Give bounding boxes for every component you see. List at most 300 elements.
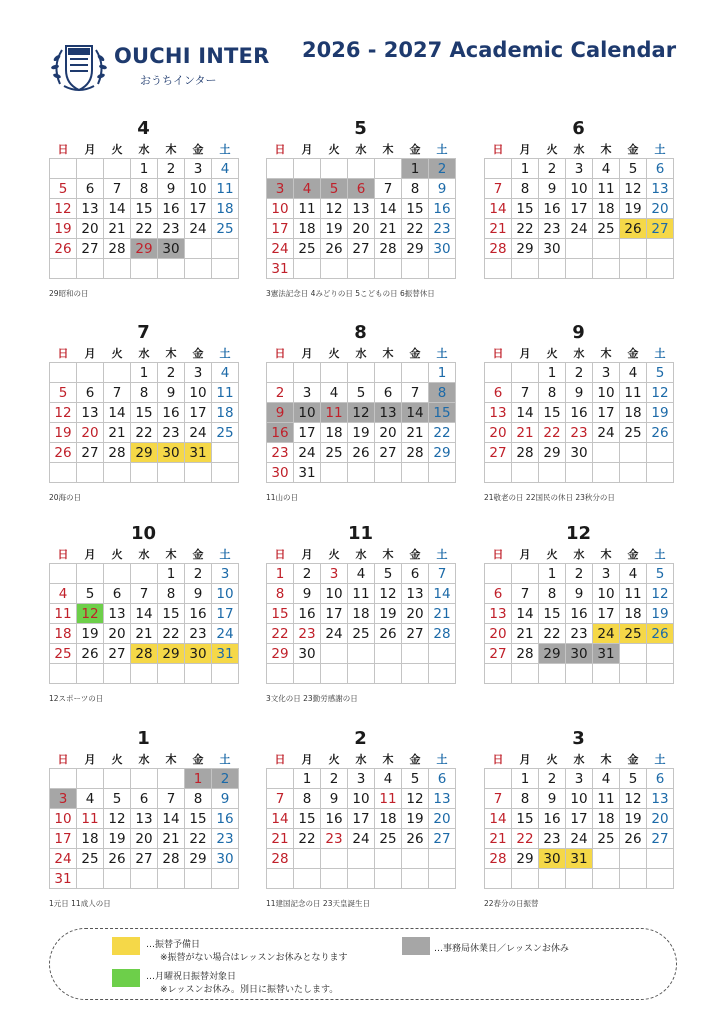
day-cell: 25 — [212, 423, 239, 443]
day-cell: 13 — [485, 403, 512, 423]
day-cell: 18 — [212, 403, 239, 423]
day-cell: 2 — [566, 363, 593, 383]
day-cell: 9 — [429, 179, 456, 199]
day-cell — [402, 363, 429, 383]
day-cell: 27 — [429, 829, 456, 849]
day-cell — [485, 259, 512, 279]
day-cell: 28 — [131, 644, 158, 664]
day-cell — [294, 869, 321, 889]
day-cell: 1 — [267, 564, 294, 584]
day-cell: 25 — [620, 624, 647, 644]
day-cell: 8 — [512, 789, 539, 809]
day-cell — [539, 463, 566, 483]
day-cell: 6 — [348, 179, 375, 199]
weekday-header: 土 — [436, 347, 448, 360]
day-cell: 12 — [50, 199, 77, 219]
day-cell: 25 — [593, 219, 620, 239]
day-cell: 10 — [321, 584, 348, 604]
day-cell: 16 — [294, 604, 321, 624]
day-cell: 17 — [212, 604, 239, 624]
day-cell: 14 — [158, 809, 185, 829]
day-cell: 30 — [267, 463, 294, 483]
day-cell: 1 — [158, 564, 185, 584]
day-cell: 2 — [267, 383, 294, 403]
day-cell: 12 — [620, 179, 647, 199]
day-cell — [158, 259, 185, 279]
weekday-header: 月 — [519, 753, 531, 766]
day-cell — [104, 259, 131, 279]
day-cell — [593, 849, 620, 869]
day-cell — [593, 869, 620, 889]
logo — [48, 40, 270, 96]
day-cell: 12 — [104, 809, 131, 829]
day-cell: 28 — [158, 849, 185, 869]
month-table — [266, 140, 456, 279]
day-cell — [620, 869, 647, 889]
day-cell: 11 — [348, 584, 375, 604]
weekday-header: 月 — [519, 143, 531, 156]
day-cell — [77, 463, 104, 483]
day-cell: 12 — [620, 789, 647, 809]
day-cell: 17 — [566, 199, 593, 219]
day-cell: 23 — [185, 624, 212, 644]
day-cell — [485, 463, 512, 483]
day-cell: 4 — [294, 179, 321, 199]
day-cell: 4 — [321, 383, 348, 403]
day-cell: 4 — [212, 363, 239, 383]
day-cell: 5 — [50, 383, 77, 403]
day-cell — [77, 259, 104, 279]
day-cell: 28 — [267, 849, 294, 869]
day-cell: 22 — [294, 829, 321, 849]
day-cell — [512, 564, 539, 584]
day-cell — [185, 239, 212, 259]
day-cell: 2 — [294, 564, 321, 584]
day-cell: 17 — [321, 604, 348, 624]
day-cell: 9 — [321, 789, 348, 809]
month-title: 12 — [565, 523, 592, 544]
weekday-header: 月 — [301, 548, 313, 561]
day-cell: 12 — [402, 789, 429, 809]
legend-green-swatch — [112, 969, 140, 987]
holiday-note: 29昭和の日 — [49, 289, 89, 298]
day-cell: 11 — [321, 403, 348, 423]
holiday-note: 11建国記念の日 23天皇誕生日 — [266, 899, 370, 908]
weekday-header: 金 — [409, 548, 421, 561]
day-cell: 13 — [647, 789, 674, 809]
day-cell: 1 — [131, 363, 158, 383]
day-cell: 12 — [647, 383, 674, 403]
day-cell — [429, 259, 456, 279]
day-cell — [402, 259, 429, 279]
day-cell — [593, 239, 620, 259]
day-cell — [647, 443, 674, 463]
day-cell: 8 — [539, 584, 566, 604]
day-cell: 19 — [375, 604, 402, 624]
month-table — [484, 140, 674, 279]
day-cell: 11 — [375, 789, 402, 809]
day-cell: 23 — [294, 624, 321, 644]
day-cell: 27 — [485, 644, 512, 664]
day-cell: 20 — [647, 809, 674, 829]
day-cell — [348, 849, 375, 869]
day-cell: 18 — [593, 199, 620, 219]
day-cell: 3 — [212, 564, 239, 584]
day-cell: 20 — [647, 199, 674, 219]
day-cell: 18 — [294, 219, 321, 239]
day-cell: 27 — [77, 443, 104, 463]
day-cell — [294, 259, 321, 279]
day-cell: 23 — [539, 829, 566, 849]
weekday-header: 水 — [138, 753, 150, 766]
day-cell: 26 — [348, 443, 375, 463]
day-cell: 17 — [185, 403, 212, 423]
day-cell — [620, 664, 647, 684]
weekday-header: 火 — [328, 143, 340, 156]
day-cell: 27 — [647, 829, 674, 849]
day-cell: 18 — [348, 604, 375, 624]
day-cell — [647, 463, 674, 483]
day-cell: 29 — [267, 644, 294, 664]
day-cell: 25 — [294, 239, 321, 259]
holiday-note: 12スポーツの日 — [49, 694, 104, 703]
weekday-header: 火 — [111, 753, 123, 766]
day-cell: 6 — [647, 769, 674, 789]
day-cell — [348, 664, 375, 684]
day-cell: 8 — [429, 383, 456, 403]
day-cell: 2 — [212, 769, 239, 789]
day-cell: 24 — [294, 443, 321, 463]
day-cell — [104, 463, 131, 483]
day-cell: 14 — [267, 809, 294, 829]
month-title: 6 — [572, 118, 585, 139]
day-cell: 19 — [348, 423, 375, 443]
month-title: 8 — [354, 322, 367, 343]
day-cell — [375, 664, 402, 684]
day-cell — [104, 159, 131, 179]
day-cell — [267, 159, 294, 179]
day-cell: 22 — [512, 829, 539, 849]
day-cell: 8 — [131, 383, 158, 403]
day-cell: 16 — [539, 809, 566, 829]
day-cell: 30 — [158, 239, 185, 259]
day-cell: 18 — [593, 809, 620, 829]
day-cell: 20 — [429, 809, 456, 829]
day-cell: 13 — [429, 789, 456, 809]
day-cell: 29 — [539, 443, 566, 463]
day-cell: 19 — [647, 604, 674, 624]
weekday-header: 木 — [382, 753, 394, 766]
weekday-header: 火 — [546, 143, 558, 156]
day-cell — [212, 443, 239, 463]
day-cell: 15 — [539, 604, 566, 624]
day-cell — [77, 664, 104, 684]
day-cell: 31 — [185, 443, 212, 463]
day-cell: 31 — [212, 644, 239, 664]
month-title: 2 — [354, 728, 367, 749]
day-cell: 15 — [294, 809, 321, 829]
day-cell: 31 — [566, 849, 593, 869]
day-cell: 25 — [593, 829, 620, 849]
day-cell — [593, 463, 620, 483]
day-cell: 10 — [593, 383, 620, 403]
day-cell: 14 — [131, 604, 158, 624]
weekday-header: 金 — [192, 548, 204, 561]
day-cell — [77, 869, 104, 889]
weekday-header: 月 — [84, 548, 96, 561]
day-cell: 13 — [348, 199, 375, 219]
weekday-header: 火 — [111, 548, 123, 561]
day-cell: 4 — [620, 564, 647, 584]
day-cell: 23 — [539, 219, 566, 239]
day-cell: 21 — [485, 219, 512, 239]
day-cell: 18 — [620, 403, 647, 423]
weekday-header: 水 — [573, 143, 585, 156]
day-cell: 23 — [158, 423, 185, 443]
day-cell — [158, 463, 185, 483]
weekday-header: 木 — [165, 548, 177, 561]
month-title: 11 — [347, 523, 374, 544]
day-cell: 3 — [294, 383, 321, 403]
weekday-header: 日 — [274, 753, 286, 766]
day-cell — [321, 363, 348, 383]
day-cell — [212, 463, 239, 483]
day-cell: 28 — [512, 443, 539, 463]
day-cell: 15 — [158, 604, 185, 624]
weekday-header: 水 — [573, 753, 585, 766]
day-cell: 19 — [321, 219, 348, 239]
month-table — [484, 344, 674, 483]
day-cell — [429, 463, 456, 483]
day-cell: 26 — [375, 624, 402, 644]
day-cell: 14 — [485, 809, 512, 829]
page-title: 2026 - 2027 Academic Calendar — [302, 38, 677, 62]
weekday-header: 日 — [57, 143, 69, 156]
day-cell: 27 — [77, 239, 104, 259]
weekday-header: 金 — [192, 347, 204, 360]
weekday-header: 月 — [519, 548, 531, 561]
day-cell — [402, 644, 429, 664]
month-title: 5 — [354, 118, 367, 139]
day-cell: 19 — [50, 219, 77, 239]
day-cell: 26 — [104, 849, 131, 869]
day-cell: 18 — [375, 809, 402, 829]
day-cell — [647, 849, 674, 869]
day-cell: 2 — [566, 564, 593, 584]
day-cell — [620, 463, 647, 483]
weekday-header: 日 — [274, 347, 286, 360]
day-cell: 22 — [267, 624, 294, 644]
day-cell — [212, 869, 239, 889]
day-cell: 26 — [50, 443, 77, 463]
day-cell — [566, 239, 593, 259]
day-cell: 19 — [402, 809, 429, 829]
day-cell: 16 — [185, 604, 212, 624]
day-cell — [321, 644, 348, 664]
day-cell: 9 — [212, 789, 239, 809]
day-cell: 29 — [512, 849, 539, 869]
day-cell: 25 — [620, 423, 647, 443]
day-cell: 4 — [593, 159, 620, 179]
day-cell: 5 — [50, 179, 77, 199]
day-cell — [512, 869, 539, 889]
day-cell: 16 — [566, 604, 593, 624]
day-cell: 13 — [375, 403, 402, 423]
day-cell: 7 — [104, 179, 131, 199]
day-cell — [539, 869, 566, 889]
day-cell: 20 — [485, 624, 512, 644]
day-cell — [647, 259, 674, 279]
day-cell: 23 — [158, 219, 185, 239]
day-cell — [485, 363, 512, 383]
day-cell: 3 — [593, 363, 620, 383]
weekday-header: 木 — [600, 347, 612, 360]
day-cell — [50, 769, 77, 789]
day-cell — [485, 664, 512, 684]
day-cell — [566, 463, 593, 483]
month-title: 4 — [137, 118, 150, 139]
weekday-header: 水 — [573, 347, 585, 360]
day-cell: 25 — [212, 219, 239, 239]
day-cell: 6 — [77, 179, 104, 199]
crest-icon — [48, 40, 110, 96]
day-cell — [348, 463, 375, 483]
day-cell — [402, 463, 429, 483]
day-cell: 17 — [185, 199, 212, 219]
day-cell: 1 — [402, 159, 429, 179]
day-cell: 31 — [593, 644, 620, 664]
weekday-header: 日 — [492, 347, 504, 360]
day-cell: 11 — [620, 383, 647, 403]
day-cell: 3 — [50, 789, 77, 809]
day-cell: 5 — [402, 769, 429, 789]
day-cell: 20 — [348, 219, 375, 239]
day-cell: 2 — [158, 159, 185, 179]
weekday-header: 土 — [219, 143, 231, 156]
day-cell — [647, 644, 674, 664]
day-cell: 5 — [321, 179, 348, 199]
day-cell: 11 — [212, 383, 239, 403]
day-cell: 24 — [593, 624, 620, 644]
day-cell — [321, 259, 348, 279]
day-cell — [77, 769, 104, 789]
day-cell: 24 — [348, 829, 375, 849]
day-cell — [375, 849, 402, 869]
day-cell: 6 — [77, 383, 104, 403]
day-cell: 9 — [185, 584, 212, 604]
day-cell — [593, 259, 620, 279]
weekday-header: 金 — [192, 753, 204, 766]
day-cell: 13 — [77, 199, 104, 219]
day-cell: 13 — [402, 584, 429, 604]
day-cell — [429, 869, 456, 889]
day-cell: 7 — [131, 584, 158, 604]
day-cell: 14 — [402, 403, 429, 423]
day-cell — [131, 463, 158, 483]
day-cell — [158, 869, 185, 889]
day-cell: 4 — [620, 363, 647, 383]
day-cell: 28 — [485, 849, 512, 869]
day-cell: 24 — [566, 219, 593, 239]
weekday-header: 土 — [436, 753, 448, 766]
day-cell — [512, 259, 539, 279]
day-cell — [321, 159, 348, 179]
legend-gray-swatch — [402, 937, 430, 955]
day-cell: 5 — [348, 383, 375, 403]
month-table — [49, 750, 239, 889]
day-cell: 11 — [212, 179, 239, 199]
weekday-header: 水 — [355, 548, 367, 561]
day-cell: 21 — [429, 604, 456, 624]
month-table — [49, 344, 239, 483]
day-cell: 3 — [348, 769, 375, 789]
day-cell — [104, 363, 131, 383]
day-cell: 4 — [375, 769, 402, 789]
day-cell: 10 — [348, 789, 375, 809]
weekday-header: 水 — [355, 753, 367, 766]
day-cell: 26 — [321, 239, 348, 259]
day-cell: 15 — [185, 809, 212, 829]
weekday-header: 土 — [219, 753, 231, 766]
day-cell: 21 — [104, 219, 131, 239]
day-cell — [212, 239, 239, 259]
day-cell: 27 — [375, 443, 402, 463]
day-cell: 3 — [321, 564, 348, 584]
day-cell — [429, 849, 456, 869]
day-cell: 12 — [348, 403, 375, 423]
day-cell: 24 — [185, 219, 212, 239]
weekday-header: 金 — [409, 347, 421, 360]
day-cell — [620, 443, 647, 463]
weekday-header: 土 — [654, 143, 666, 156]
day-cell: 20 — [402, 604, 429, 624]
weekday-header: 水 — [138, 347, 150, 360]
day-cell — [348, 259, 375, 279]
month-table — [49, 140, 239, 279]
day-cell — [158, 664, 185, 684]
day-cell: 13 — [104, 604, 131, 624]
day-cell: 29 — [131, 239, 158, 259]
day-cell: 16 — [158, 199, 185, 219]
day-cell — [348, 644, 375, 664]
day-cell: 29 — [512, 239, 539, 259]
day-cell — [212, 664, 239, 684]
weekday-header: 火 — [546, 347, 558, 360]
weekday-header: 木 — [600, 753, 612, 766]
day-cell — [566, 259, 593, 279]
day-cell — [294, 664, 321, 684]
weekday-header: 金 — [627, 548, 639, 561]
day-cell: 23 — [321, 829, 348, 849]
day-cell — [50, 664, 77, 684]
day-cell — [348, 869, 375, 889]
weekday-header: 日 — [492, 143, 504, 156]
weekday-header: 日 — [274, 143, 286, 156]
day-cell: 10 — [267, 199, 294, 219]
day-cell — [512, 363, 539, 383]
day-cell — [348, 159, 375, 179]
weekday-header: 月 — [301, 347, 313, 360]
day-cell: 14 — [375, 199, 402, 219]
day-cell: 25 — [77, 849, 104, 869]
day-cell — [375, 869, 402, 889]
month-table — [266, 344, 456, 483]
day-cell: 2 — [539, 769, 566, 789]
weekday-header: 水 — [355, 143, 367, 156]
day-cell — [267, 363, 294, 383]
day-cell: 16 — [321, 809, 348, 829]
day-cell: 8 — [267, 584, 294, 604]
